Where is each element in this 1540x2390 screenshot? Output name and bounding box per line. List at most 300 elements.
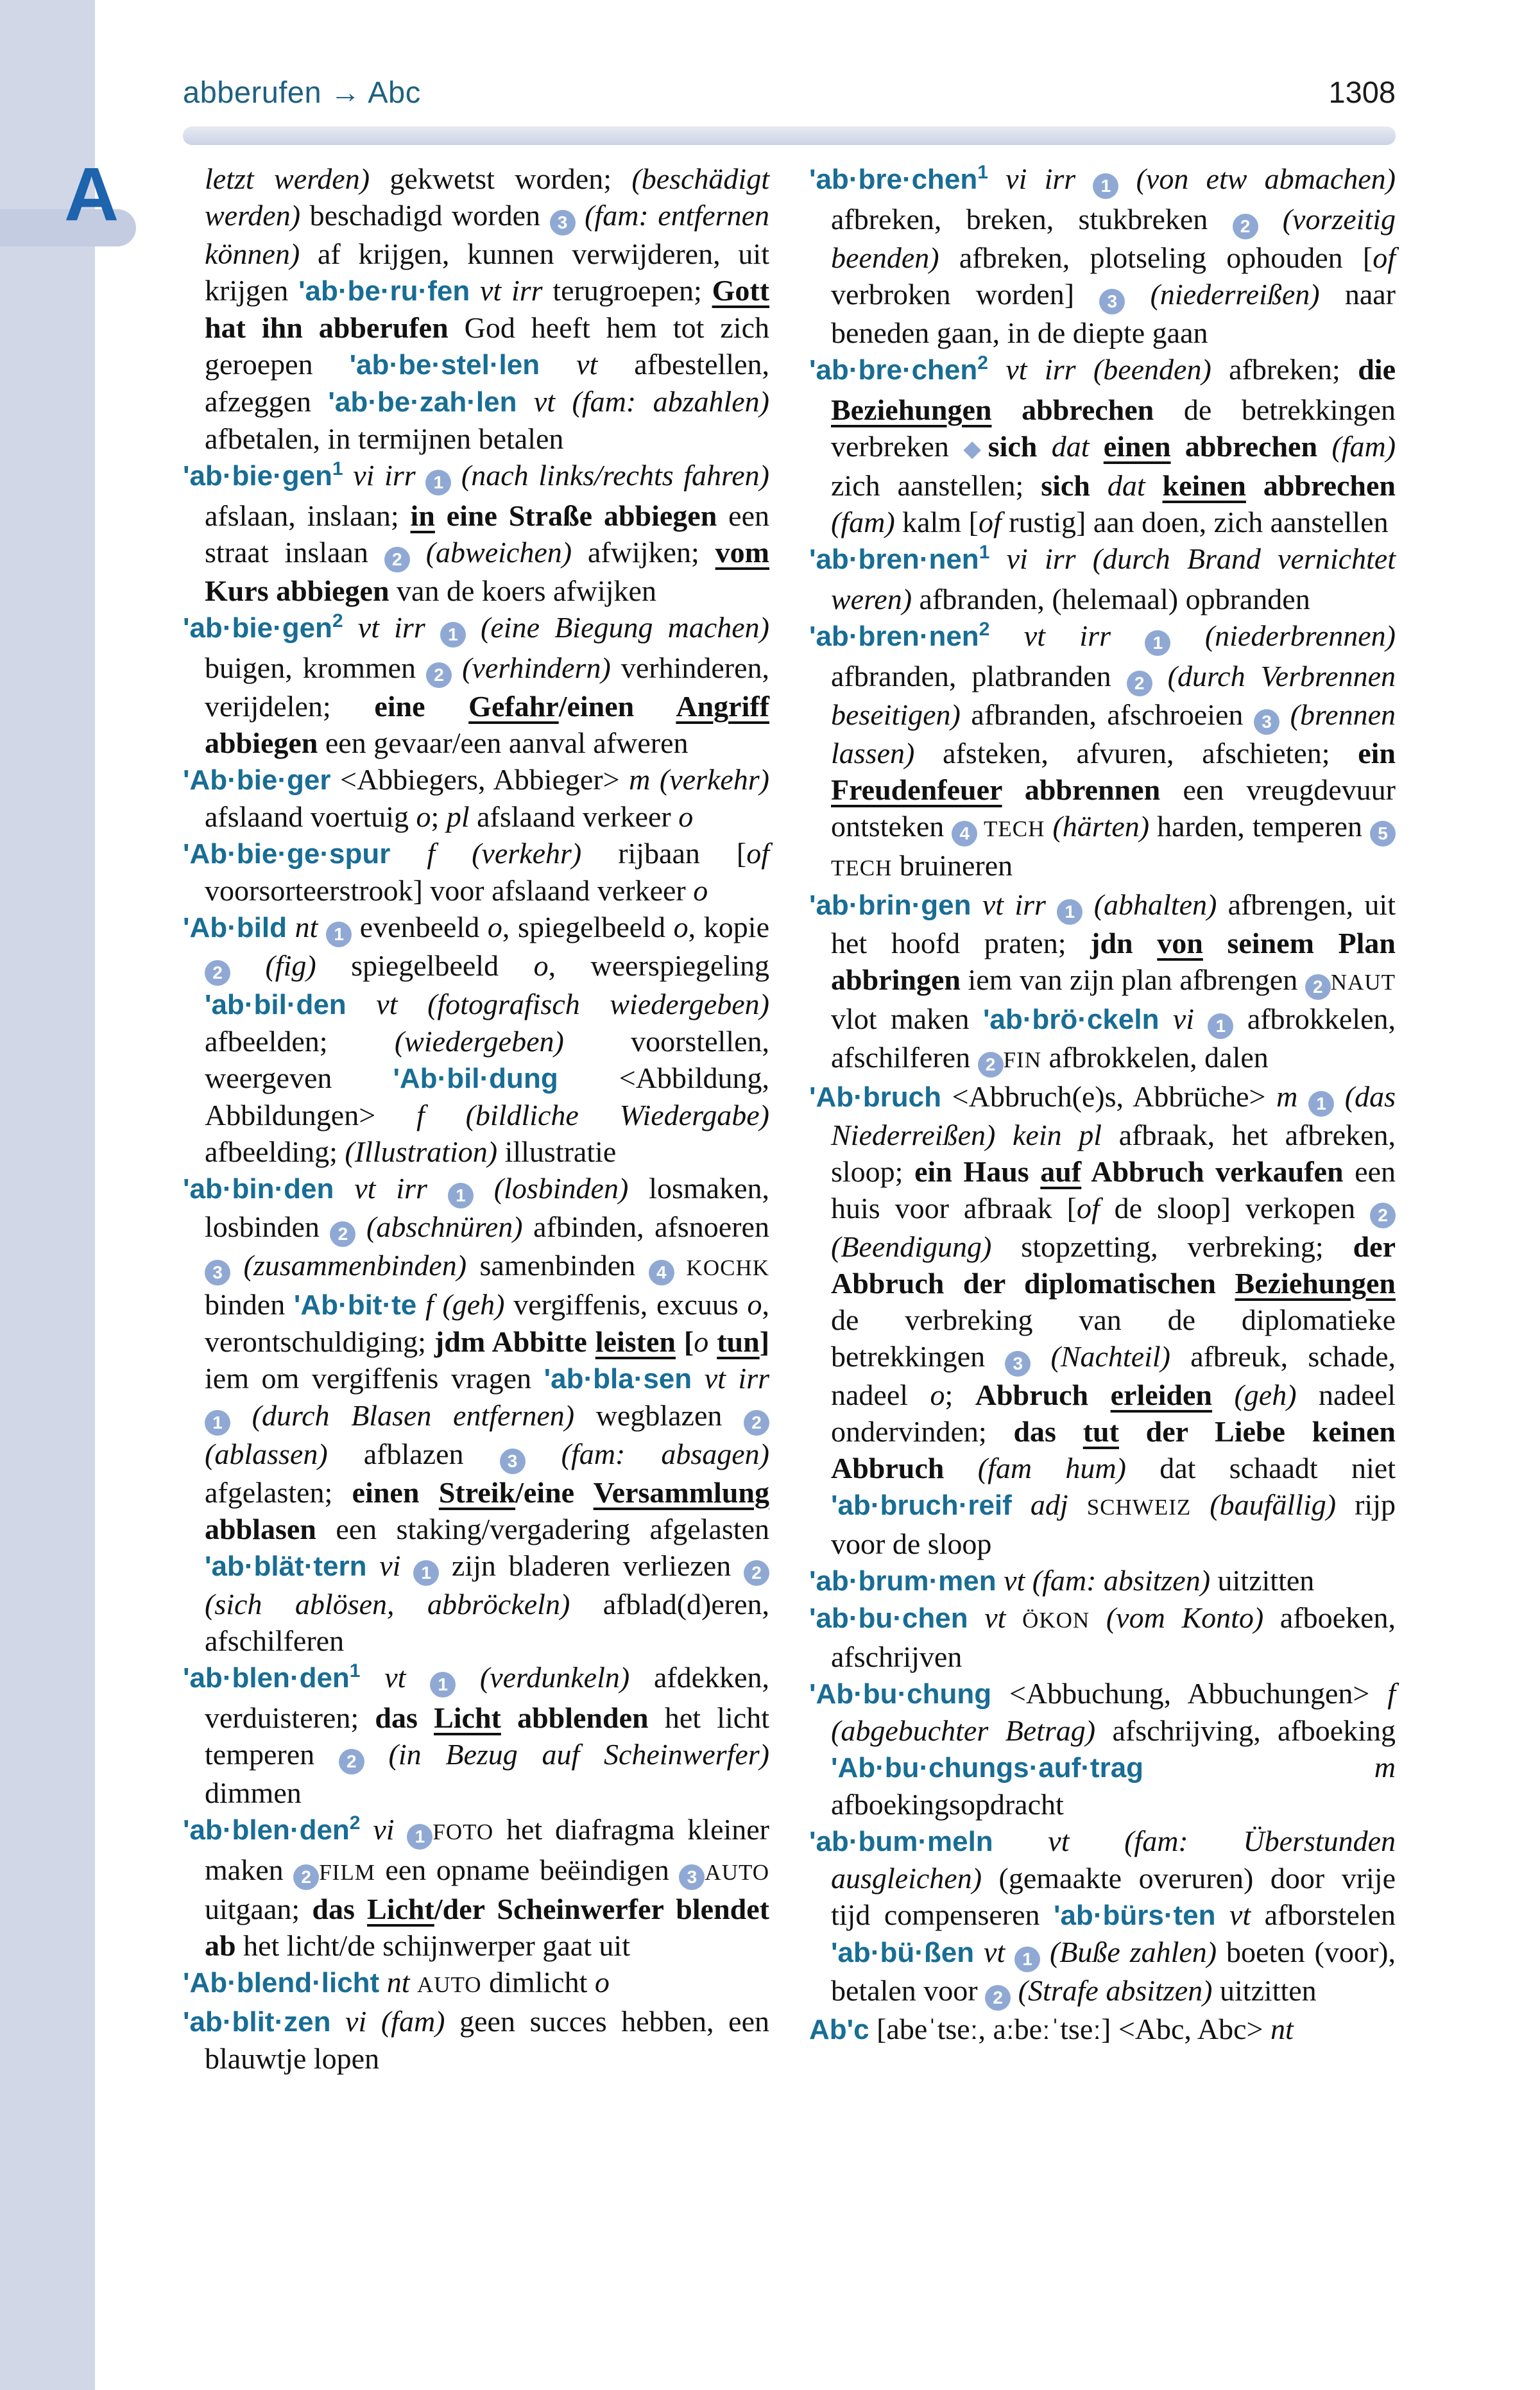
sense-number-badge: 1	[440, 622, 466, 648]
translation-text: <Abbildung, Abbildungen>	[205, 1062, 769, 1131]
sense-number-badge: 3	[1099, 289, 1125, 314]
translation-text: uitzitten	[1210, 1564, 1315, 1597]
headword: 'ab·bren·nen	[809, 621, 979, 652]
subject-label: FIN	[1003, 1047, 1041, 1072]
italic-label: nt	[1270, 2013, 1294, 2045]
translation-text: boeten (voor), betalen voor	[831, 1936, 1396, 2007]
homograph-number: 2	[332, 610, 343, 632]
headword: 'ab·bren·nen	[809, 544, 979, 575]
translation-text: een straat inslaan	[205, 499, 769, 569]
italic-label: (von etw abmachen)	[1118, 162, 1396, 195]
italic-label: vt irr	[470, 274, 543, 307]
headword: 'ab·be·zah·len	[328, 386, 517, 418]
homograph-number: 1	[979, 542, 990, 563]
homograph-number: 1	[977, 162, 988, 183]
italic-label: vi irr	[988, 162, 1093, 195]
translation-text: afbraak, het afbreken, sloop;	[831, 1119, 1396, 1188]
italic-label: o	[487, 911, 502, 943]
italic-label: (brennen lassen)	[831, 698, 1396, 769]
translation-text: God heeft hem tot zich geroepen	[205, 311, 769, 381]
homograph-number: 2	[977, 352, 988, 374]
headword: 'Ab·bild	[183, 912, 287, 943]
example-phrase-underlined: Licht	[367, 1893, 434, 1925]
italic-label: vi irr	[343, 459, 426, 492]
translation-text: afslaan, inslaan;	[205, 499, 411, 532]
italic-label: of	[1076, 1192, 1100, 1225]
translation-text: ;	[431, 800, 447, 833]
subject-label: TECH	[831, 855, 893, 881]
italic-label: dat	[1107, 469, 1163, 502]
translation-text: afbetalen, in termijnen betalen	[205, 422, 564, 455]
headword: Ab'c	[809, 2014, 869, 2045]
translation-text: een staking/vergadering afgelasten	[316, 1513, 769, 1545]
example-phrase-underlined: auf	[1040, 1155, 1082, 1188]
example-phrase-underlined: in	[410, 499, 435, 532]
translation-text: zich aanstellen;	[831, 469, 1041, 502]
example-phrase-underlined: tut	[1082, 1415, 1119, 1448]
italic-label: (Buße zahlen)	[1040, 1936, 1217, 1968]
dictionary-entry	[809, 1078, 1396, 1562]
dictionary-entry	[183, 835, 769, 909]
example-phrase: das	[1013, 1415, 1083, 1448]
translation-text: harden, temperen	[1149, 810, 1370, 843]
dictionary-entry	[809, 886, 1396, 1078]
sense-number-badge: 1	[430, 1672, 456, 1698]
translation-text: rijbaan [	[581, 837, 747, 870]
sense-number-badge: 2	[985, 1985, 1011, 2011]
dictionary-entry	[183, 1811, 769, 1964]
sense-number-badge: 1	[1208, 1013, 1233, 1039]
headword: 'Ab·bruch	[809, 1081, 941, 1113]
translation-text: rijp voor de sloop	[831, 1488, 1396, 1560]
italic-label: vt	[360, 1661, 431, 1694]
italic-label: adj	[1011, 1488, 1087, 1521]
sense-number-badge: 2	[426, 662, 452, 688]
headword: 'ab·blit·zen	[183, 2006, 331, 2038]
subject-label: AUTO	[416, 1972, 482, 1997]
example-phrase-underlined: vom	[715, 536, 769, 569]
sense-number-badge: 3	[205, 1260, 230, 1285]
italic-label: o	[533, 949, 549, 982]
italic-label: (vorzeitig beenden)	[831, 203, 1396, 274]
example-phrase-underlined: Angriff	[676, 690, 769, 723]
dictionary-entry	[809, 617, 1396, 886]
italic-label: (geh)	[1212, 1379, 1297, 1411]
subject-label: TECH	[977, 816, 1045, 841]
example-phrase: das	[312, 1893, 368, 1925]
sense-number-badge: 5	[1370, 821, 1396, 847]
translation-text: afbrengen, uit het hoofd praten;	[831, 888, 1396, 959]
headword: 'ab·bürs·ten	[1054, 1900, 1216, 1931]
example-phrase: Abbruch	[975, 1379, 1111, 1411]
translation-text: dat schaadt niet	[1125, 1452, 1396, 1484]
italic-label: o	[594, 1966, 610, 1999]
dictionary-entry	[183, 160, 769, 457]
translation-text: het diafragma kleiner maken	[205, 1813, 769, 1886]
italic-label: vt	[540, 348, 598, 381]
example-phrase: abbrechen	[1170, 430, 1318, 463]
translation-text: stopzetting, verbreking;	[991, 1230, 1353, 1263]
translation-text: afblazen	[327, 1438, 500, 1470]
translation-text: afbeelding;	[205, 1135, 345, 1168]
example-phrase-underlined: erleiden	[1110, 1379, 1213, 1411]
italic-label: o	[678, 800, 694, 833]
translation-text: beschadigd worden	[300, 199, 550, 232]
translation-text: vlot maken	[831, 1002, 983, 1035]
translation-text: dimlicht	[481, 1966, 595, 1999]
sense-number-badge: 2	[744, 1560, 769, 1586]
example-phrase-underlined: Beziehungen	[1235, 1267, 1396, 1300]
sense-number-badge: 1	[448, 1183, 474, 1208]
translation-text: afbinden, afsnoeren	[522, 1210, 769, 1243]
sense-number-badge: 2	[293, 1864, 319, 1890]
translation-text: afbreken, plotseling ophouden [	[939, 241, 1373, 274]
example-phrase: Kurs abbiegen	[205, 574, 389, 607]
homograph-number: 1	[349, 1660, 361, 1681]
italic-label: of	[1373, 241, 1396, 274]
translation-text: afboeken, afschrijven	[831, 1601, 1396, 1673]
example-phrase: das	[375, 1701, 434, 1734]
translation-text: verhinderen, verijdelen;	[205, 651, 769, 723]
sense-number-badge: 3	[500, 1449, 526, 1474]
headword: 'ab·bü·ßen	[831, 1937, 975, 1968]
example-phrase: ein Haus	[914, 1155, 1041, 1188]
example-phrase-underlined: Freudenfeuer	[831, 773, 1002, 806]
italic-label: (baufällig)	[1191, 1488, 1337, 1521]
translation-text: afslaand verkeer	[469, 800, 679, 833]
italic-label: letzt werden)	[205, 162, 370, 195]
translation-text: losmaken, losbinden	[205, 1172, 770, 1243]
translation-text: de sloop] verkopen	[1099, 1192, 1370, 1225]
translation-text: [abeˈtseː, aːbeːˈtseː] <Abc, Abc>	[869, 2013, 1270, 2045]
example-phrase: hat ihn abberufen	[205, 311, 449, 344]
example-phrase: abbrechen	[1245, 469, 1396, 502]
italic-label: (Nachteil)	[1031, 1340, 1171, 1373]
sense-number-badge: 1	[1014, 1947, 1040, 1972]
italic-label: (beschädigt werden)	[205, 162, 769, 232]
translation-text: zijn bladeren verliezen	[439, 1549, 744, 1582]
dictionary-entry	[183, 1659, 769, 1811]
example-phrase: einen	[352, 1476, 439, 1509]
sense-number-badge: 1	[1093, 173, 1118, 199]
italic-label: vt irr (beenden)	[988, 353, 1211, 386]
headword: 'ab·blen·den	[183, 1662, 350, 1694]
example-phrase-underlined: von	[1157, 927, 1203, 959]
example-phrase-underlined: Streik	[438, 1476, 516, 1509]
translation-text: wegblazen	[574, 1399, 744, 1432]
sense-number-badge: 1	[1308, 1091, 1334, 1117]
translation-text: illustratie	[497, 1135, 617, 1168]
translation-text: <Abbruch(e)s, Abbrüche>	[941, 1080, 1277, 1113]
translation-text: voorsorteerstrook] voor afslaand verkeer	[205, 874, 694, 907]
italic-label: (verhindern)	[452, 651, 611, 684]
idiom-diamond-icon: ◆	[963, 436, 988, 461]
translation-text: een vreugdevuur ontsteken	[831, 773, 1396, 843]
italic-label: (eine Biegung machen)	[465, 611, 769, 644]
example-phrase-underlined: leisten	[595, 1325, 676, 1358]
sense-number-badge: 1	[1145, 630, 1170, 656]
example-phrase: abblasen	[205, 1513, 316, 1545]
column-right	[809, 160, 1396, 2077]
translation-text: afbeelden;	[205, 1025, 395, 1058]
headword: 'Ab·bil·dung	[393, 1063, 558, 1094]
example-phrase-underlined: Gefahr	[468, 690, 559, 723]
translation-text: iem van zijn plan afbrengen	[960, 963, 1305, 996]
sense-number-badge: 3	[550, 210, 576, 236]
translation-text: de betrekkingen verbreken	[831, 393, 1396, 463]
example-phrase-underlined: keinen	[1162, 469, 1246, 502]
sense-number-badge: 1	[407, 1824, 432, 1850]
sense-number-badge: 3	[679, 1864, 705, 1890]
translation-text: evenbeeld	[352, 911, 488, 943]
italic-label: (fig)	[230, 949, 316, 982]
example-phrase: abbrechen	[991, 393, 1154, 426]
example-phrase: die	[1358, 353, 1396, 386]
translation-text: afblad(d)eren, afschilferen	[205, 1588, 769, 1657]
example-phrase: der Liebe keinen Abbruch	[831, 1415, 1396, 1484]
italic-label: (Strafe absitzen)	[1011, 1974, 1213, 2007]
italic-label: o	[693, 874, 708, 907]
subject-label: FOTO	[432, 1819, 494, 1844]
sense-number-badge: 4	[952, 821, 977, 847]
headword: 'ab·brum·men	[809, 1565, 997, 1597]
italic-label: o	[694, 1325, 717, 1358]
italic-label: (Beendigung)	[831, 1230, 992, 1263]
dictionary-entry	[809, 1675, 1396, 1823]
headword: 'Ab·bit·te	[293, 1289, 417, 1321]
italic-label: vt irr	[692, 1362, 770, 1395]
italic-label: vt (fam: abzahlen)	[517, 385, 769, 418]
translation-text: vergiffenis, excuus	[504, 1288, 748, 1321]
dictionary-entry	[183, 1170, 769, 1659]
dictionary-entry	[183, 2003, 769, 2077]
translation-text: afbranden, (helemaal) opbranden	[912, 583, 1310, 615]
italic-label: nt	[286, 911, 327, 943]
subject-label: AUTO	[705, 1860, 769, 1885]
italic-label: (fam: absagen)	[525, 1438, 769, 1470]
sense-number-badge: 2	[1233, 214, 1258, 239]
translation-text: van de koers afwijken	[389, 574, 656, 607]
example-phrase-underlined: tun	[717, 1325, 760, 1358]
italic-label: vt (fam: absitzen)	[996, 1564, 1211, 1597]
example-phrase: eine Straße abbiegen	[434, 499, 717, 532]
sense-number-badge: 3	[1254, 709, 1279, 735]
header-divider-bar	[183, 126, 1396, 145]
headword: 'Ab·bu·chung	[809, 1678, 992, 1710]
translation-text: het licht temperen	[205, 1701, 769, 1771]
translation-text: geen succes hebben, een blauwtje lopen	[205, 2005, 769, 2075]
translation-text: afbreken, breken, stukbreken	[831, 203, 1233, 236]
translation-text: afbranden, platbranden	[831, 660, 1127, 692]
dictionary-entry	[183, 457, 769, 609]
dictionary-entry	[809, 2011, 1396, 2048]
example-phrase-underlined: Licht	[434, 1701, 501, 1734]
dictionary-entry	[183, 909, 769, 1170]
italic-label: (niederbrennen)	[1170, 619, 1396, 652]
translation-text: buigen, krommen	[205, 651, 427, 684]
example-phrase-underlined: einen	[1103, 430, 1171, 463]
dictionary-entry	[183, 1964, 769, 2003]
translation-text: uitzitten	[1212, 1974, 1317, 2007]
example-phrase: jdm Abbitte	[434, 1325, 595, 1358]
headword: 'ab·bie·gen	[183, 460, 332, 492]
dictionary-entry	[809, 540, 1396, 617]
headword: 'ab·blät·tern	[205, 1551, 367, 1582]
example-phrase: der Abbruch der diplomatischen	[831, 1230, 1396, 1300]
translation-text: afwijken;	[572, 536, 715, 569]
italic-label: (fam)	[1317, 430, 1396, 463]
italic-label: (fam hum)	[944, 1452, 1126, 1484]
italic-label: (das Niederreißen) kein pl	[831, 1080, 1396, 1151]
translation-text: afdekken, verduisteren;	[205, 1661, 770, 1734]
headword: 'ab·bu·chen	[809, 1603, 968, 1634]
translation-text: af krijgen, kunnen verwijderen, uit krijgen	[205, 237, 769, 307]
sense-number-badge: 2	[1127, 671, 1152, 696]
example-phrase: /eine	[515, 1476, 594, 1509]
italic-label: f (geh)	[416, 1288, 505, 1321]
headword: 'ab·be·ru·fen	[298, 275, 470, 307]
italic-label: m (verkehr)	[629, 763, 770, 796]
italic-label: (fam)	[831, 506, 895, 538]
translation-text: de verbreking van de diplomatieke betrekkingen	[831, 1303, 1396, 1373]
italic-label: dat	[1051, 430, 1104, 463]
italic-label: vi	[1159, 1002, 1208, 1035]
translation-text: spiegelbeeld	[316, 949, 534, 982]
translation-text: afborstelen	[1251, 1898, 1396, 1931]
headword: 'ab·bla·sen	[543, 1363, 692, 1395]
translation-text: , verontschuldiging;	[205, 1288, 769, 1358]
translation-text: voorstellen, weergeven	[205, 1025, 769, 1094]
translation-text: uitgaan;	[205, 1893, 312, 1925]
italic-label: vt	[968, 1601, 1023, 1634]
italic-label: pl	[446, 800, 470, 833]
subject-label: KOCHK	[674, 1255, 769, 1280]
italic-label: vi irr (durch Brand vernichtet weren)	[831, 542, 1396, 615]
subject-label: NAUT	[1330, 970, 1396, 995]
subject-label: SCHWEIZ	[1086, 1495, 1192, 1520]
italic-label: vt (fotografisch wiedergeben)	[346, 988, 769, 1020]
dictionary-entry	[809, 1823, 1396, 2011]
sense-number-badge: 2	[1305, 974, 1331, 1000]
dictionary-text	[183, 160, 1396, 2077]
sense-number-badge: 2	[384, 547, 410, 572]
dictionary-entry	[183, 609, 769, 761]
sense-number-badge: 4	[649, 1260, 674, 1285]
column-left	[183, 160, 769, 2077]
example-phrase: /der Scheinwerfer blendet ab	[205, 1893, 769, 1962]
dictionary-entry	[809, 1562, 1396, 1599]
italic-label: (nach links/rechts fahren)	[451, 459, 769, 492]
translation-text: , spiegelbeeld	[502, 911, 674, 943]
sense-number-badge: 2	[744, 1410, 769, 1436]
example-phrase: abbiegen	[205, 726, 318, 759]
translation-text: het licht/de schijnwerper gaat uit	[235, 1929, 630, 1962]
italic-label: (vom Konto)	[1090, 1601, 1264, 1634]
page-number: 1308	[1328, 75, 1396, 109]
translation-text: bruineren	[892, 849, 1013, 882]
headword: 'ab·bil·den	[205, 989, 346, 1020]
headword: 'Ab·bie·ger	[183, 764, 331, 796]
italic-label: (durch Verbrennen beseitigen)	[831, 660, 1396, 731]
headword: 'ab·bum·meln	[809, 1826, 993, 1857]
example-phrase-underlined: Gott	[712, 274, 770, 307]
translation-text: rustig] aan doen, zich aanstellen	[1001, 506, 1389, 538]
sense-number-badge: 1	[205, 1410, 230, 1436]
homograph-number: 2	[979, 619, 990, 640]
italic-label: o	[747, 1288, 762, 1321]
example-phrase: sich	[988, 430, 1052, 463]
subject-label: FILM	[319, 1860, 375, 1885]
sense-number-badge: 3	[1005, 1351, 1031, 1377]
headword: 'ab·bruch·reif	[831, 1490, 1012, 1521]
dictionary-entry	[809, 351, 1396, 540]
example-phrase-underlined: Beziehungen	[831, 393, 992, 426]
italic-label: (abweichen)	[409, 536, 572, 569]
headword: 'ab·bre·chen	[809, 354, 978, 386]
translation-text: naar beneden gaan, in de diepte gaan	[831, 278, 1396, 349]
example-phrase: eine	[374, 690, 469, 723]
homograph-number: 1	[332, 458, 343, 479]
italic-label: (ablassen)	[205, 1438, 328, 1470]
italic-label: (losbinden)	[473, 1172, 629, 1205]
translation-text: een huis voor afbraak [	[831, 1155, 1396, 1225]
translation-text: <Abbuchung, Abbuchungen>	[991, 1677, 1388, 1710]
italic-label: o	[416, 800, 431, 833]
translation-text: een opname beëindigen	[375, 1853, 680, 1886]
italic-label: of	[978, 506, 1002, 538]
italic-label: vi	[366, 1549, 414, 1582]
italic-label: of	[746, 837, 770, 870]
italic-label: vt irr	[334, 1172, 448, 1205]
italic-label: vt irr	[989, 619, 1145, 652]
headword: 'ab·bre·chen	[809, 164, 978, 195]
translation-text: afbranden, afschroeien	[960, 698, 1254, 731]
italic-label: f (bildliche Wiedergabe)	[416, 1099, 769, 1131]
italic-label: o	[673, 911, 689, 943]
italic-label: (sich ablösen, abbröckeln)	[205, 1588, 570, 1621]
translation-text: afbreuk, schade, nadeel	[831, 1340, 1396, 1411]
sense-number-badge: 1	[413, 1560, 439, 1586]
dictionary-entry	[809, 160, 1396, 351]
example-phrase: [	[675, 1325, 694, 1358]
italic-label: (abhalten)	[1082, 888, 1217, 921]
translation-text: , kopie	[688, 911, 770, 943]
translation-text: afboekingsopdracht	[831, 1788, 1064, 1821]
headword: 'Ab·bu·chungs·auf·trag	[831, 1752, 1144, 1784]
italic-label: f (verkehr)	[390, 837, 582, 870]
sense-number-badge: 2	[205, 960, 230, 986]
subject-label: ÖKON	[1022, 1608, 1090, 1633]
translation-text: iem om vergiffenis vragen	[205, 1362, 544, 1395]
italic-label: (in Bezug auf Scheinwerfer)	[364, 1738, 769, 1771]
translation-text: afslaand voertuig	[205, 800, 416, 833]
translation-text: verbroken worden]	[831, 278, 1100, 311]
italic-label: vi	[360, 1813, 407, 1846]
thumb-index-letter: A	[64, 152, 119, 237]
translation-text: binden	[205, 1288, 294, 1321]
guide-words: abberufen → Abc	[183, 75, 421, 109]
headword: 'ab·brin·gen	[809, 890, 971, 921]
italic-label: o	[930, 1379, 945, 1411]
italic-label: vt irr	[971, 888, 1057, 921]
headword: 'ab·be·stel·len	[349, 349, 540, 381]
example-phrase: seinem Plan abbringen	[831, 927, 1396, 996]
translation-text: (gemaakte overuren) door vrije tijd compenseren	[831, 1862, 1396, 1931]
translation-text: terugroepen;	[542, 274, 712, 307]
italic-label: (Illustration)	[345, 1135, 498, 1168]
sense-number-badge: 2	[339, 1749, 364, 1775]
headword: 'ab·bin·den	[183, 1173, 334, 1205]
